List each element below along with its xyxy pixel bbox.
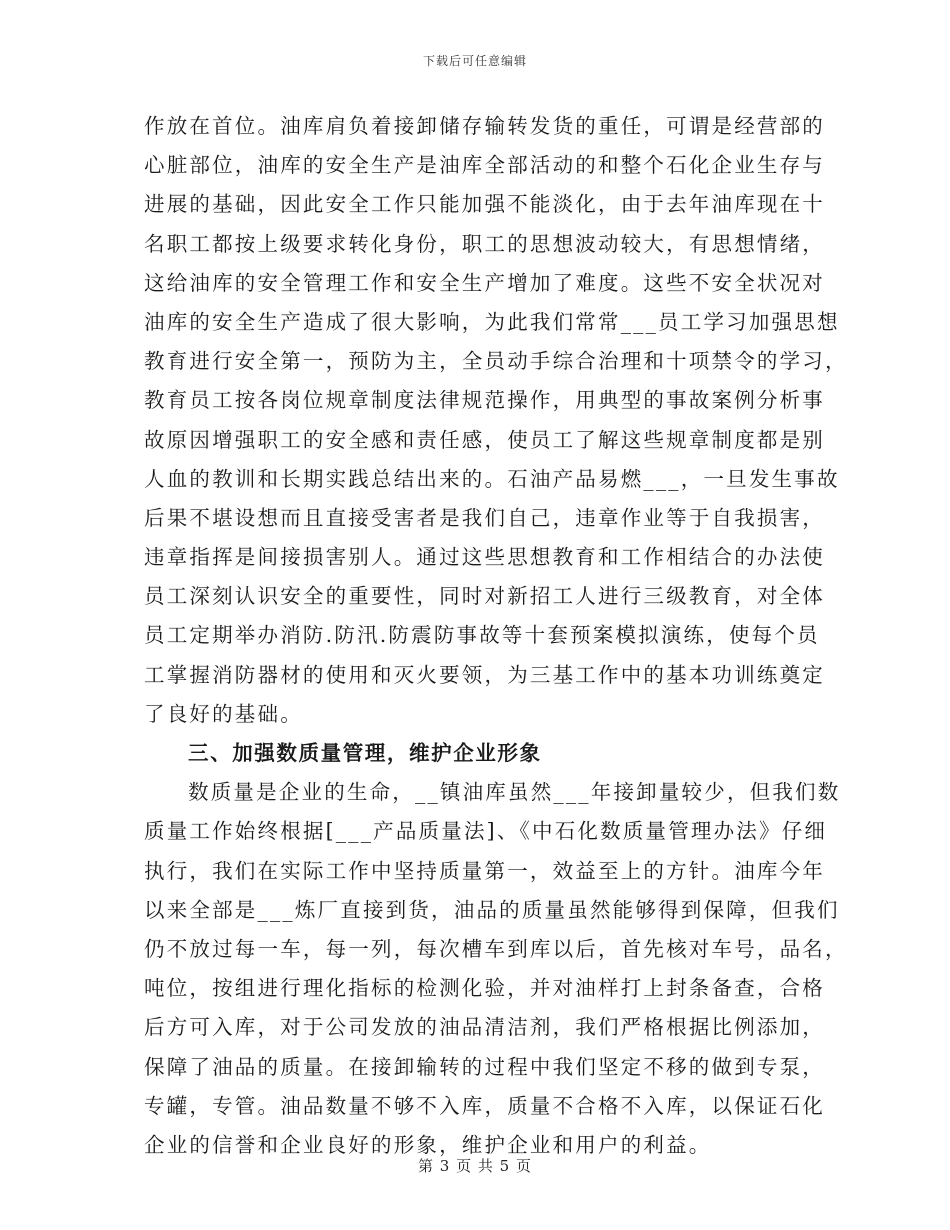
text-line: 故原因增强职工的安全感和责任感，使员工了解这些规章制度都是别 bbox=[144, 427, 825, 452]
text-line: 质量工作始终根据[___产品质量法]、《中石化数质量管理办法》仔细 bbox=[144, 819, 828, 844]
text-line: 油库的安全生产造成了很大影响，为此我们常常___员工学习加强思想 bbox=[144, 309, 840, 334]
text-line: 仍不放过每一车，每一列，每次槽车到库以后，首先核对车号，品名， bbox=[144, 936, 848, 961]
text-line: 人血的教训和长期实践总结出来的。石油产品易燃___，一旦发生事故 bbox=[144, 466, 840, 491]
section-heading: 三、加强数质量管理，维护企业形象 bbox=[188, 741, 542, 765]
text-line: 员工深刻认识安全的重要性，同时对新招工人进行三级教育，对全体 bbox=[144, 584, 825, 609]
page-header-note: 下载后可任意编辑 bbox=[422, 54, 527, 68]
text-line: 员工定期举办消防.防汛.防震防事故等十套预案模拟演练，使每个员 bbox=[144, 623, 820, 648]
text-line: 违章指挥是间接损害别人。通过这些思想教育和工作相结合的办法使 bbox=[144, 545, 825, 570]
paragraph-quality-management bbox=[144, 773, 848, 1165]
text-line: 专罐，专管。油品数量不够不入库，质量不合格不入库，以保证石化 bbox=[144, 1093, 825, 1118]
text-line: 心脏部位，油库的安全生产是油库全部活动的和整个石化企业生存与 bbox=[144, 153, 825, 178]
text-line: 数质量是企业的生命，__镇油库虽然___年接卸量较少，但我们数 bbox=[188, 780, 841, 805]
page-number: 第 3 页 共 5 页 bbox=[418, 1157, 532, 1175]
text-line: 后果不堪设想而且直接受害者是我们自己，违章作业等于自我损害， bbox=[144, 505, 825, 530]
text-line: 教育员工按各岗位规章制度法律规范操作，用典型的事故案例分析事 bbox=[144, 388, 825, 413]
text-line: 以来全部是___炼厂直接到货，油品的质量虽然能够得到保障，但我们 bbox=[144, 897, 840, 922]
text-line: 名职工都按上级要求转化身份，职工的思想波动较大，有思想情绪， bbox=[144, 231, 825, 256]
text-line: 企业的信誉和企业良好的形象，维护企业和用户的利益。 bbox=[144, 1132, 712, 1157]
text-line: 这给油库的安全管理工作和安全生产增加了难度。这些不安全状况对 bbox=[144, 270, 825, 295]
text-line: 保障了油品的质量。在接卸输转的过程中我们坚定不移的做到专泵， bbox=[144, 1054, 825, 1079]
text-line: 进展的基础，因此安全工作只能加强不能淡化，由于去年油库现在十 bbox=[144, 192, 825, 217]
text-line: 了良好的基础。 bbox=[144, 701, 303, 726]
text-line: 教育进行安全第一，预防为主，全员动手综合治理和十项禁令的学习， bbox=[144, 349, 848, 374]
text-line: 工掌握消防器材的使用和灭火要领，为三基工作中的基本功训练奠定 bbox=[144, 662, 825, 687]
text-line: 后方可入库，对于公司发放的油品清洁剂，我们严格根据比例添加， bbox=[144, 1015, 825, 1040]
text-line: 吨位，按组进行理化指标的检测化验，并对油样打上封条备查，合格 bbox=[144, 976, 825, 1001]
text-line: 作放在首位。油库肩负着接卸储存输转发货的重任，可谓是经营部的 bbox=[144, 114, 825, 138]
document-body bbox=[144, 107, 848, 1165]
paragraph-safety-education bbox=[144, 107, 848, 734]
text-line: 执行，我们在实际工作中坚持质量第一，效益至上的方针。油库今年 bbox=[144, 858, 825, 883]
